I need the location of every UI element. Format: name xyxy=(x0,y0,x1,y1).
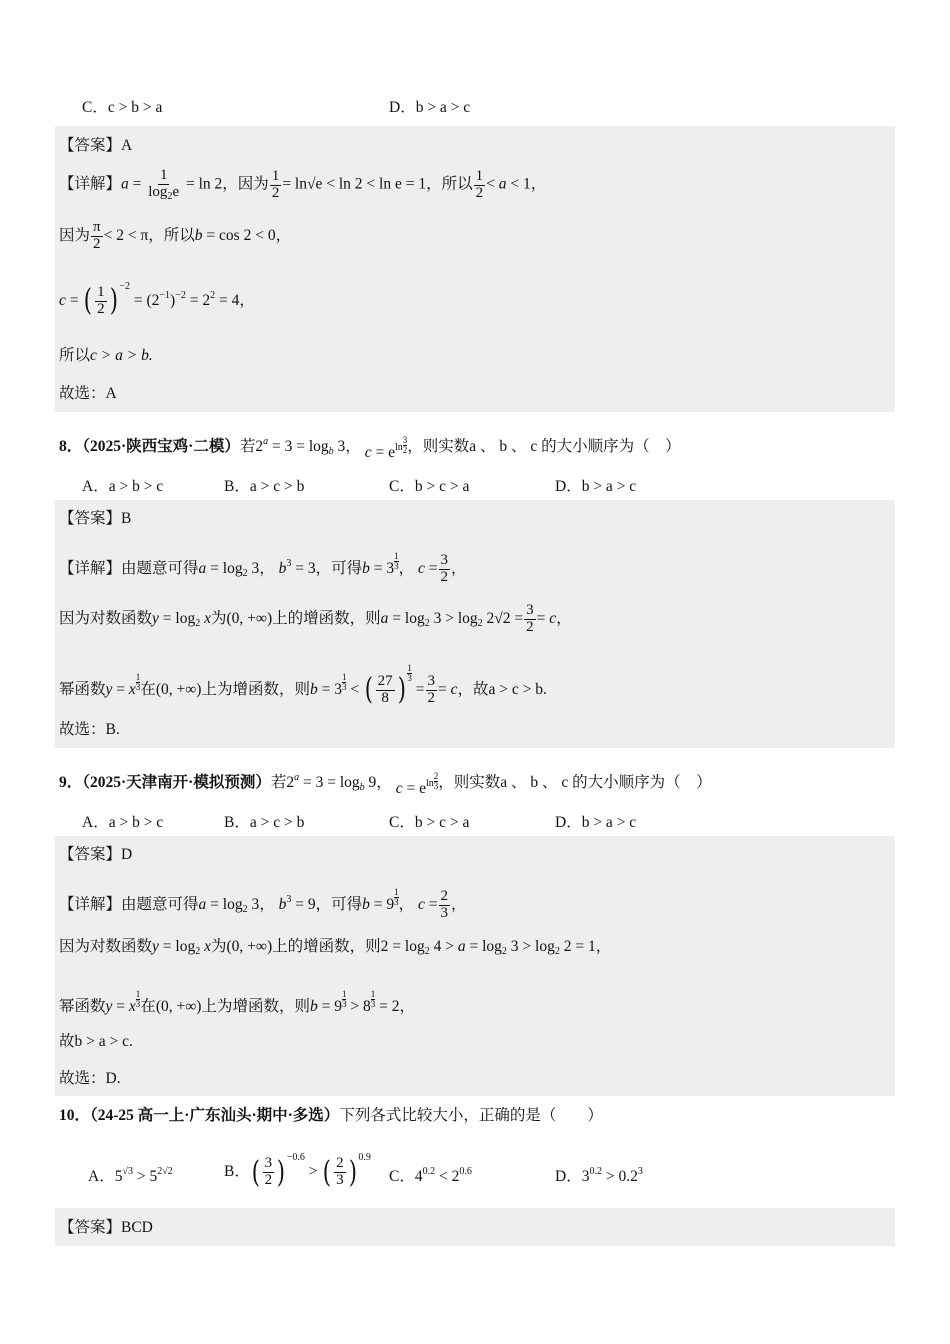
q9-stem: 9．（2025·天津南开·模拟预测）若$2^a = 3 = \log_b 9$， $c = e^{ln \frac{2}{3}}$ ，则实数a 、 b 、 c 的大小顺序为（ ） xyxy=(59,771,712,797)
q10-option-d: D．$3^{0.2} > 0.2^3$ xyxy=(555,1166,643,1185)
q7-option-d: D．b > a > c xyxy=(389,99,471,116)
q7-conclusion: 所以c > a > b. xyxy=(59,347,153,364)
q8-answer: 【答案】B xyxy=(59,510,132,527)
q10-stem: 10．（24-25 高一上·广东汕头·期中·多选）下列各式比较大小，正确的是（ ） xyxy=(59,1107,603,1124)
q8-option-d: D．b > a > c xyxy=(555,478,637,495)
q8-detail-line3: 幂函数y = x $^{\frac{1}{3}}$ 在(0, +∞)上为增函数，则b = 3 $^{\frac{1}{3}}$ < ( $\frac{27}{8}$ ) $^{\frac{1}{3}}$ = $\frac{3}{2}$ = c，故a > c > b. xyxy=(59,663,547,708)
q7-option-c: C．c > b > a xyxy=(82,99,163,116)
q10-option-a: A．$5^{√3} > 5^{2√2}$ xyxy=(88,1166,173,1185)
q7-detail-line2: 因为 $\frac{\pi}{2}$ < 2 < π，所以b = cos 2 < 0， xyxy=(59,219,292,252)
q9-detail-line4: 故b > a > c. xyxy=(59,1033,133,1050)
q9-option-c: C．b > c > a xyxy=(389,814,470,831)
q8-choose: 故选：B. xyxy=(59,721,120,738)
q7-detail-line3: c = ( $\frac{1}{2}$ ) $^{-2} = (2^{-1})^{-2} = 2^2 = 4$， xyxy=(59,281,255,319)
q9-detail-line1: 【详解】由题意可得$a = \log_2 3$， $b^3 = 9$，可得b = 9 $^{\frac{1}{3}}$ ， c = $\frac{2}{3}$ ， xyxy=(59,887,467,921)
q9-answer: 【答案】D xyxy=(59,846,133,863)
q9-detail-line3: 幂函数y = x $^{\frac{1}{3}}$ 在(0, +∞)上为增函数，则b = 9 $^{\frac{1}{3}}$ > 8 $^{\frac{1}{3}}$ = 2， xyxy=(59,989,415,1015)
q10-option-b: B．( $\frac{3}{2}$ ) $^{-0.6}$ > ( $\frac{2}{3}$ ) $^{0.9}$ xyxy=(224,1152,371,1190)
q10-answer: 【答案】BCD xyxy=(59,1219,153,1236)
q9-choose: 故选：D. xyxy=(59,1070,121,1087)
q7-detail-line1: 【详解】a = $\frac{1}{\log_2e}$ = ln 2，因为 $\frac{1}{2}$ = ln√e < ln 2 < ln e = 1，所以 $\frac{1}{2}$ < a < 1， xyxy=(59,167,547,202)
q9-solution-box xyxy=(55,836,895,1096)
q8-option-c: C．b > c > a xyxy=(389,478,470,495)
q8-option-a: A．a > b > c xyxy=(82,478,164,495)
q9-option-d: D．b > a > c xyxy=(555,814,637,831)
q8-detail-line1: 【详解】由题意可得$a = \log_2 3$， $b^3 = 3$，可得b = 3 $^{\frac{1}{3}}$ ， c = $\frac{3}{2}$ ， xyxy=(59,551,467,585)
q8-detail-line2: 因为对数函数$y = \log_2 x$为(0, +∞)上的增函数，则$a = \log_2 3 > \log_2 2√2$ = $\frac{3}{2}$ = c， xyxy=(59,602,572,635)
q9-detail-line2: 因为对数函数$y = \log_2 x$为(0, +∞)上的增函数，则$2 = \log_2 4 > a = \log_2 3 > \log_2 2 = 1$， xyxy=(59,938,612,957)
q7-choose: 故选：A xyxy=(59,385,117,402)
q7-answer: 【答案】A xyxy=(59,137,133,154)
q10-solution-box xyxy=(55,1208,895,1246)
q10-option-c: C．$4^{0.2} < 2^{0.6}$ xyxy=(389,1166,472,1185)
q8-option-b: B．a > c > b xyxy=(224,478,305,495)
q9-option-a: A．a > b > c xyxy=(82,814,164,831)
q8-stem: 8．（2025·陕西宝鸡·二模）若$2^a = 3 = \log_b 3$， $c = e^{ln \frac{3}{2}}$ ，则实数a 、 b 、 c 的大小顺序为（ ） xyxy=(59,435,681,461)
q9-option-b: B．a > c > b xyxy=(224,814,305,831)
